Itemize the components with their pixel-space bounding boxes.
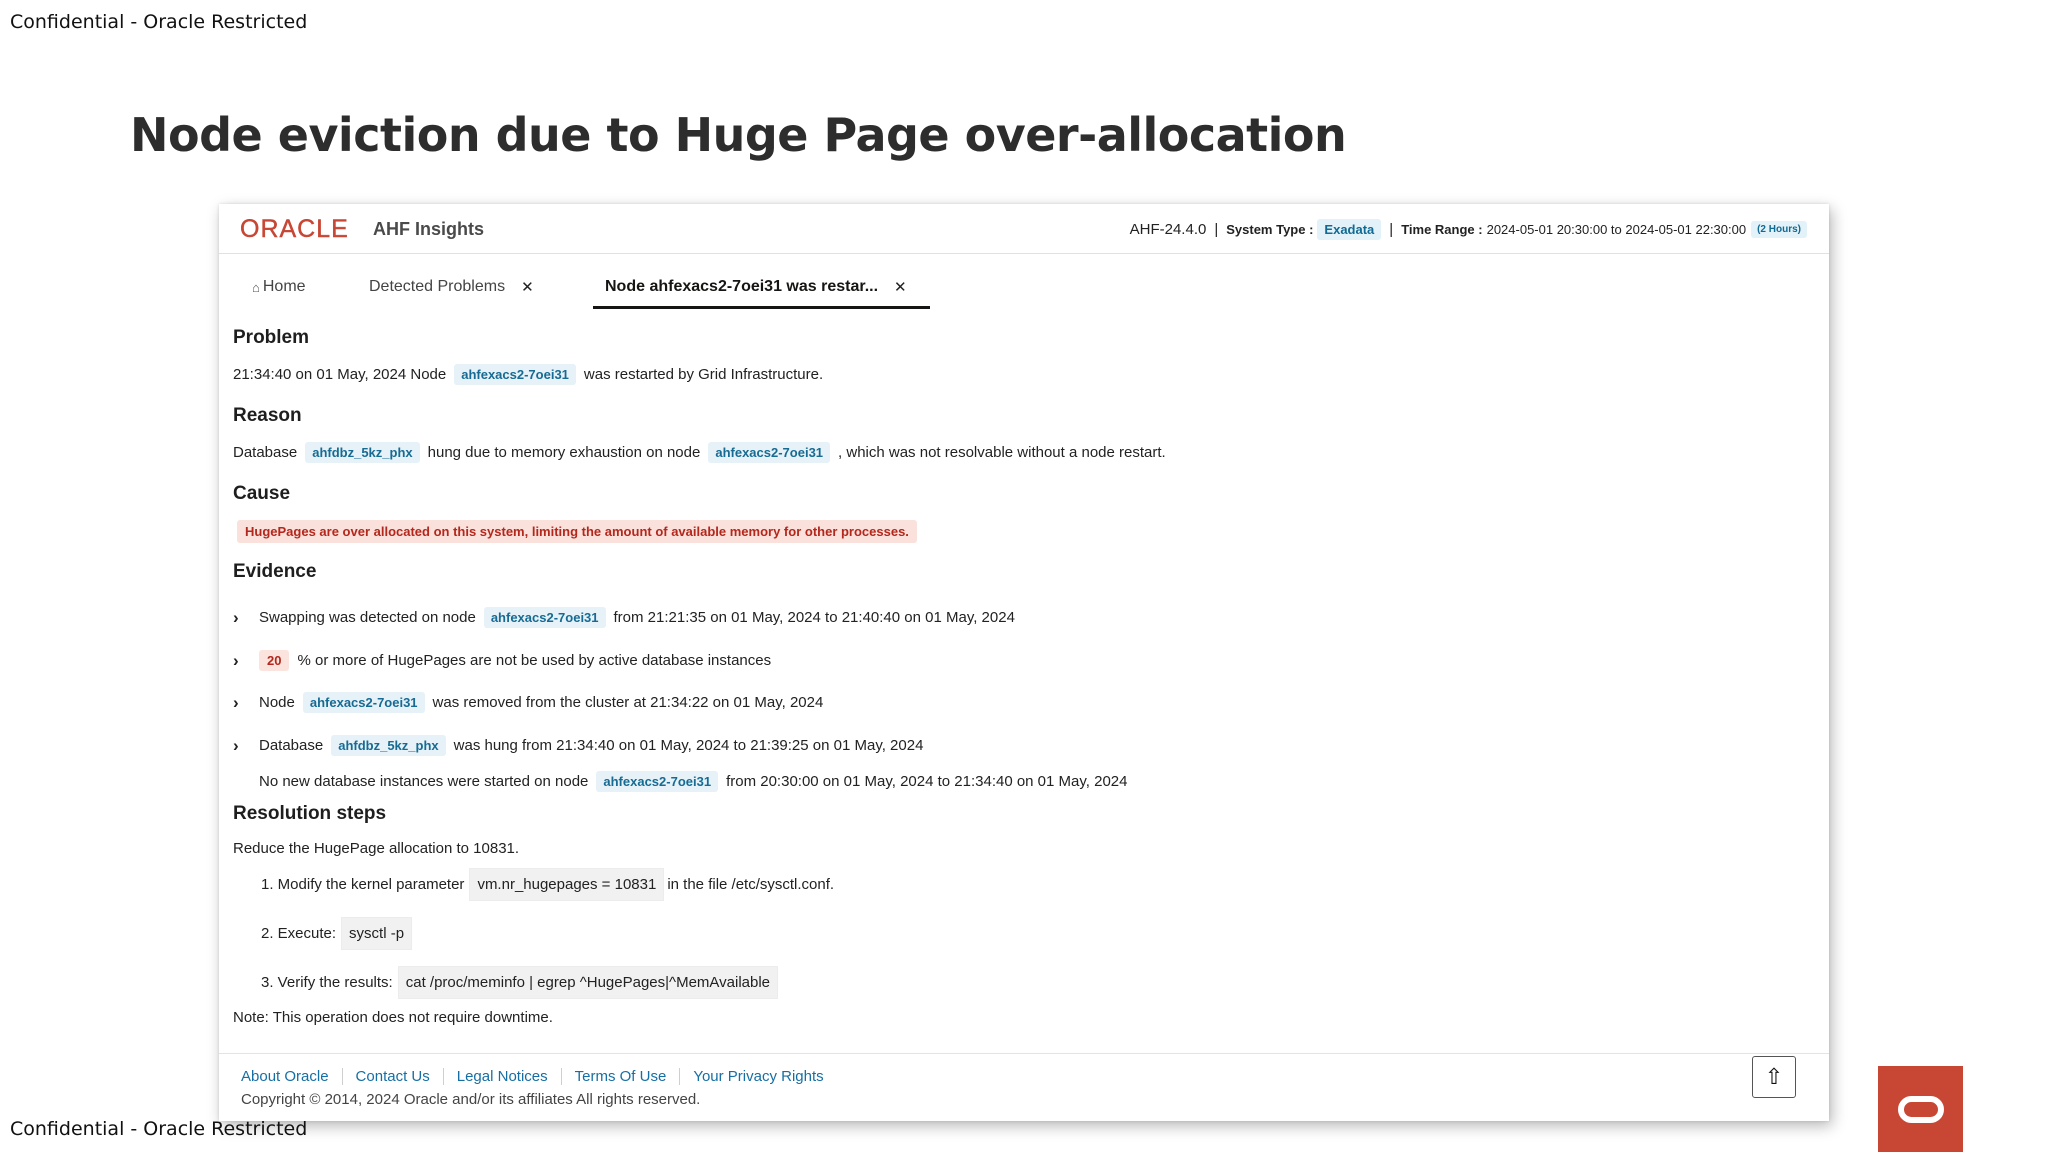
node-tag[interactable]: ahfexacs2-7oei31 [596, 771, 718, 792]
footer-link-contact[interactable]: Contact Us [342, 1068, 443, 1085]
header-meta [1130, 219, 1807, 240]
tab-bar [219, 254, 1829, 314]
confidential-label-bottom: Confidential - Oracle Restricted [10, 1118, 308, 1140]
home-icon: ⌂ [252, 279, 260, 295]
tab-node-restart-label: Node ahfexacs2-7oei31 was restar... [605, 278, 879, 295]
close-icon[interactable]: ✕ [894, 279, 907, 296]
evidence-text: from 20:30:00 on 01 May, 2024 to 21:34:40 on 01 May, 2024 [726, 773, 1128, 790]
evidence-heading: Evidence [233, 561, 317, 582]
resolution-heading: Resolution steps [233, 803, 387, 824]
chevron-right-icon[interactable]: › [233, 735, 239, 755]
problem-heading: Problem [233, 327, 310, 348]
resolution-intro: Reduce the HugePage allocation to 10831. [233, 840, 520, 857]
reason-heading: Reason [233, 405, 302, 426]
active-tab-indicator [593, 306, 930, 309]
footer-links [241, 1068, 837, 1085]
node-tag[interactable]: ahfexacs2-7oei31 [303, 692, 425, 713]
evidence-item[interactable] [233, 607, 1015, 628]
app-footer [219, 1053, 1829, 1121]
cause-line [237, 520, 917, 543]
reason-middle: hung due to memory exhaustion on node [427, 444, 701, 461]
evidence-text: No new database instances were started on node [259, 773, 589, 790]
confidential-label-top: Confidential - Oracle Restricted [10, 11, 308, 33]
code-snippet[interactable]: cat /proc/meminfo | egrep ^HugePages|^MemAvailable [398, 966, 778, 999]
oracle-logo: ORACLE [240, 215, 349, 243]
oracle-brand-icon [1878, 1066, 1963, 1152]
footer-link-about[interactable]: About Oracle [241, 1068, 329, 1085]
tab-node-restart[interactable] [605, 278, 907, 296]
evidence-text: was hung from 21:34:40 on 01 May, 2024 to 21:39:25 on 01 May, 2024 [453, 737, 924, 754]
arrow-up-icon: ⇧ [1764, 1064, 1784, 1089]
evidence-item[interactable] [233, 650, 771, 671]
footer-link-privacy[interactable]: Your Privacy Rights [679, 1068, 836, 1085]
reason-suffix: , which was not resolvable without a node restart. [838, 444, 1166, 461]
app-header [219, 204, 1829, 254]
problem-line [233, 364, 823, 385]
code-snippet[interactable]: sysctl -p [341, 917, 412, 950]
chevron-right-icon[interactable]: › [233, 607, 239, 627]
database-tag[interactable]: ahfdbz_5kz_phx [331, 735, 445, 756]
resolution-step-1 [261, 868, 834, 901]
app-name: AHF Insights [373, 219, 484, 239]
evidence-text: % or more of HugePages are not be used by active database instances [297, 652, 772, 669]
node-tag[interactable]: ahfexacs2-7oei31 [484, 607, 606, 628]
tab-detected-problems[interactable] [369, 278, 534, 296]
evidence-text: Database [259, 737, 324, 754]
problem-prefix: 21:34:40 on 01 May, 2024 Node [233, 366, 447, 383]
step-text: in the file /etc/sysctl.conf. [667, 876, 835, 893]
footer-link-legal[interactable]: Legal Notices [443, 1068, 561, 1085]
cause-badge: HugePages are over allocated on this system, limiting the amount of available memory for other processes. [237, 520, 917, 543]
evidence-text: Swapping was detected on node [259, 609, 476, 626]
cause-heading: Cause [233, 483, 291, 504]
evidence-item[interactable] [233, 735, 923, 756]
resolution-step-3 [261, 966, 781, 999]
time-range-value: 2024-05-01 20:30:00 to 2024-05-01 22:30:00 [1486, 222, 1747, 237]
reason-line [233, 442, 1166, 463]
ahf-insights-window [219, 204, 1829, 1121]
ahf-version: AHF-24.4.0 [1129, 221, 1207, 238]
step-text: 2. Execute: [261, 925, 337, 942]
step-text: 3. Verify the results: [261, 974, 393, 991]
time-range-label: Time Range : [1401, 222, 1483, 237]
system-type-label: System Type : [1226, 222, 1314, 237]
tab-home[interactable] [252, 278, 306, 296]
code-snippet[interactable]: vm.nr_hugepages = 10831 [469, 868, 664, 901]
evidence-text: from 21:21:35 on 01 May, 2024 to 21:40:40 on 01 May, 2024 [613, 609, 1015, 626]
resolution-note: Note: This operation does not require downtime. [233, 1009, 553, 1026]
evidence-item [259, 771, 1127, 792]
time-range-duration: (2 Hours) [1751, 221, 1807, 238]
node-tag[interactable]: ahfexacs2-7oei31 [454, 364, 576, 385]
problem-suffix: was restarted by Grid Infrastructure. [583, 366, 824, 383]
chevron-right-icon[interactable]: › [233, 692, 239, 712]
evidence-text: was removed from the cluster at 21:34:22 on 01 May, 2024 [432, 694, 824, 711]
database-tag[interactable]: ahfdbz_5kz_phx [305, 442, 419, 463]
oracle-ring-icon [1898, 1096, 1944, 1123]
slide-title: Node eviction due to Huge Page over-allocation [130, 108, 1347, 162]
percent-badge: 20 [259, 650, 289, 671]
separator: | [1214, 221, 1219, 238]
resolution-step-2 [261, 917, 415, 950]
tab-detected-problems-label: Detected Problems [369, 278, 506, 295]
reason-prefix: Database [233, 444, 298, 461]
node-tag[interactable]: ahfexacs2-7oei31 [708, 442, 830, 463]
chevron-right-icon[interactable]: › [233, 650, 239, 670]
close-icon[interactable]: ✕ [521, 279, 534, 296]
copyright: Copyright © 2014, 2024 Oracle and/or its affiliates All rights reserved. [241, 1091, 701, 1108]
step-text: 1. Modify the kernel parameter [261, 876, 465, 893]
footer-link-terms[interactable]: Terms Of Use [561, 1068, 680, 1085]
evidence-item[interactable] [233, 692, 823, 713]
evidence-text: Node [259, 694, 295, 711]
scroll-to-top-button[interactable] [1752, 1056, 1796, 1098]
system-type-value: Exadata [1317, 219, 1381, 240]
tab-home-label: Home [262, 278, 306, 295]
separator: | [1389, 221, 1394, 238]
